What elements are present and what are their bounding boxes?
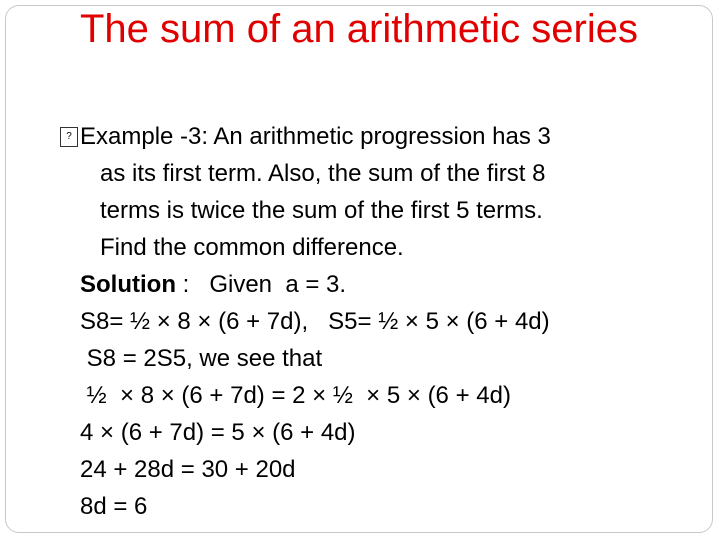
step-line-6: 8d = 6 (80, 493, 148, 520)
slide-body (66, 118, 700, 525)
example-line-4: Find the common difference. (100, 234, 404, 261)
example-bullet (60, 118, 700, 266)
example-line-2: as its first term. Also, the sum of the first 8 (100, 160, 546, 187)
step-line-4: 4 × (6 + 7d) = 5 × (6 + 4d) (80, 419, 356, 446)
step-line-1: S8= ½ × 8 × (6 + 7d), S5= ½ × 5 × (6 + 4d) (80, 308, 550, 335)
example-line-1: Example -3: An arithmetic progression has 3 (80, 123, 551, 150)
solution-line (80, 266, 700, 303)
step-line-5: 24 + 28d = 30 + 20d (80, 456, 296, 483)
step-line-2: S8 = 2S5, we see that (80, 345, 323, 372)
solution-label: Solution (80, 271, 176, 298)
step-line-3: ½ × 8 × (6 + 7d) = 2 × ½ × 5 × (6 + 4d) (80, 382, 511, 409)
bullet-icon: ? (60, 127, 78, 147)
example-line-3: terms is twice the sum of the first 5 terms. (100, 197, 543, 224)
solution-given: : Given a = 3. (175, 271, 347, 298)
slide-title: The sum of an arithmetic series (80, 7, 638, 51)
